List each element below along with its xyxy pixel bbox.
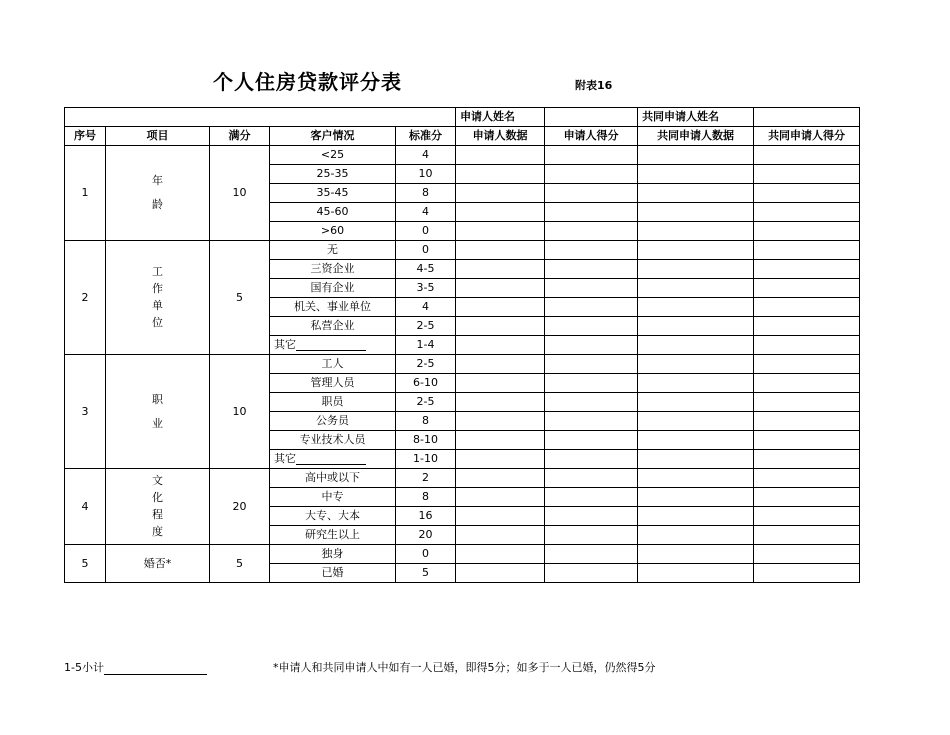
co-applicant-data-cell[interactable] [638,222,754,241]
co-applicant-data-cell[interactable] [638,450,754,469]
applicant-score-cell[interactable] [545,298,638,317]
co-applicant-score-cell[interactable] [754,374,860,393]
co-applicant-score-cell[interactable] [754,412,860,431]
scoring-table [64,107,860,583]
situation-label: 其它 [274,452,296,465]
col-header-co-applicant-data: 共同申请人数据 [638,127,754,146]
co-applicant-score-cell[interactable] [754,526,860,545]
situation-cell: 工人 [270,355,396,374]
applicant-data-cell[interactable] [456,222,545,241]
applicant-data-cell[interactable] [456,450,545,469]
co-applicant-data-cell[interactable] [638,146,754,165]
co-applicant-score-cell[interactable] [754,488,860,507]
co-applicant-score-cell[interactable] [754,146,860,165]
co-applicant-data-cell[interactable] [638,165,754,184]
group-item-char: 工 [152,265,163,278]
situation-cell: 私营企业 [270,317,396,336]
applicant-score-cell[interactable] [545,469,638,488]
co-applicant-score-cell[interactable] [754,393,860,412]
applicant-score-cell[interactable] [545,165,638,184]
subtotal-field[interactable] [104,662,207,675]
applicant-score-cell[interactable] [545,412,638,431]
co-applicant-data-cell[interactable] [638,526,754,545]
co-applicant-score-cell[interactable] [754,241,860,260]
applicant-score-cell[interactable] [545,260,638,279]
situation-cell: 机关、事业单位 [270,298,396,317]
co-applicant-data-cell[interactable] [638,355,754,374]
standard-score: 2 [396,469,456,488]
co-applicant-name-label: 共同申请人姓名 [638,108,754,127]
applicant-score-cell[interactable] [545,336,638,355]
applicant-data-cell[interactable] [456,146,545,165]
applicant-score-cell[interactable] [545,431,638,450]
co-applicant-data-cell[interactable] [638,374,754,393]
standard-score: 1-4 [396,336,456,355]
co-applicant-score-cell[interactable] [754,564,860,583]
col-header-situation: 客户情况 [270,127,396,146]
standard-score: 4-5 [396,260,456,279]
standard-score: 8 [396,184,456,203]
group-item-char: 位 [152,316,163,329]
header-row [65,127,860,146]
group-item-char: 单 [152,299,163,312]
co-applicant-data-cell[interactable] [638,412,754,431]
group-item-char: 文 [152,474,163,487]
situation-cell: 中专 [270,488,396,507]
co-applicant-data-cell[interactable] [638,298,754,317]
group-item [106,469,210,545]
applicant-score-cell[interactable] [545,355,638,374]
group-item-char: 职 [152,392,163,406]
col-header-applicant-data: 申请人数据 [456,127,545,146]
applicant-score-cell[interactable] [545,507,638,526]
situation-cell: 职员 [270,393,396,412]
standard-score: 6-10 [396,374,456,393]
other-fill-in-line[interactable] [296,454,366,465]
co-applicant-score-cell[interactable] [754,298,860,317]
situation-cell: 专业技术人员 [270,431,396,450]
applicant-data-cell[interactable] [456,355,545,374]
standard-score: 5 [396,564,456,583]
page-title: 个人住房贷款评分表 [213,70,402,94]
co-applicant-score-cell[interactable] [754,507,860,526]
group-item-char: 化 [152,491,163,504]
situation-cell: 45-60 [270,203,396,222]
standard-score: 2-5 [396,317,456,336]
situation-cell: 已婚 [270,564,396,583]
group-full-score: 10 [210,355,270,469]
standard-score: 0 [396,241,456,260]
applicant-data-cell[interactable] [456,165,545,184]
applicant-score-cell[interactable] [545,526,638,545]
standard-score: 4 [396,146,456,165]
marriage-note: *申请人和共同申请人中如有一人已婚，即得5分；如多于一人已婚，仍然得5分 [273,661,656,674]
co-applicant-score-cell[interactable] [754,431,860,450]
group-number: 2 [65,241,106,355]
situation-cell: 无 [270,241,396,260]
applicant-data-cell[interactable] [456,545,545,564]
applicant-data-cell[interactable] [456,279,545,298]
applicant-data-cell[interactable] [456,241,545,260]
applicant-data-cell[interactable] [456,469,545,488]
table-row [65,355,860,374]
group-item-char: 程 [152,508,163,521]
standard-score: 10 [396,165,456,184]
applicant-data-cell[interactable] [456,564,545,583]
situation-cell: <25 [270,146,396,165]
co-applicant-score-cell[interactable] [754,355,860,374]
applicant-data-cell[interactable] [456,374,545,393]
group-item-char: 度 [152,525,163,538]
co-applicant-data-cell[interactable] [638,545,754,564]
group-item [106,355,210,469]
co-applicant-data-cell[interactable] [638,241,754,260]
applicant-data-cell[interactable] [456,336,545,355]
name-row-spacer [65,108,456,127]
col-header-full: 满分 [210,127,270,146]
co-applicant-score-cell[interactable] [754,165,860,184]
applicant-data-cell[interactable] [456,393,545,412]
name-row [65,108,860,127]
applicant-score-cell[interactable] [545,241,638,260]
co-applicant-data-cell[interactable] [638,393,754,412]
applicant-score-cell[interactable] [545,222,638,241]
applicant-data-cell[interactable] [456,507,545,526]
subtotal [64,659,207,675]
co-applicant-score-cell[interactable] [754,317,860,336]
applicant-data-cell[interactable] [456,203,545,222]
group-full-score: 5 [210,241,270,355]
group-full-score: 20 [210,469,270,545]
standard-score: 8-10 [396,431,456,450]
applicant-name-label: 申请人姓名 [456,108,545,127]
co-applicant-score-cell[interactable] [754,336,860,355]
situation-cell: 35-45 [270,184,396,203]
applicant-score-cell[interactable] [545,374,638,393]
group-number: 3 [65,355,106,469]
co-applicant-data-cell[interactable] [638,260,754,279]
applicant-score-cell[interactable] [545,279,638,298]
applicant-score-cell[interactable] [545,203,638,222]
standard-score: 0 [396,545,456,564]
situation-cell: 研究生以上 [270,526,396,545]
table-row [65,545,860,564]
co-applicant-data-cell[interactable] [638,279,754,298]
applicant-data-cell[interactable] [456,526,545,545]
situation-cell: >60 [270,222,396,241]
situation-cell: 管理人员 [270,374,396,393]
co-applicant-score-cell[interactable] [754,279,860,298]
group-item [106,241,210,355]
co-applicant-score-cell[interactable] [754,545,860,564]
standard-score: 0 [396,222,456,241]
co-applicant-score-cell[interactable] [754,260,860,279]
applicant-score-cell[interactable] [545,545,638,564]
co-applicant-data-cell[interactable] [638,203,754,222]
col-header-no: 序号 [65,127,106,146]
applicant-data-cell[interactable] [456,488,545,507]
applicant-data-cell[interactable] [456,260,545,279]
table-row [65,469,860,488]
group-full-score: 5 [210,545,270,583]
other-fill-in-line[interactable] [296,340,366,351]
co-applicant-data-cell[interactable] [638,184,754,203]
standard-score: 3-5 [396,279,456,298]
applicant-score-cell[interactable] [545,146,638,165]
situation-cell [270,336,396,355]
applicant-data-cell[interactable] [456,184,545,203]
applicant-score-cell[interactable] [545,317,638,336]
applicant-score-cell[interactable] [545,450,638,469]
situation-cell [270,450,396,469]
col-header-item: 项目 [106,127,210,146]
situation-cell: 大专、大本 [270,507,396,526]
co-applicant-score-cell[interactable] [754,203,860,222]
situation-cell: 25-35 [270,165,396,184]
standard-score: 8 [396,412,456,431]
applicant-data-cell[interactable] [456,317,545,336]
standard-score: 4 [396,298,456,317]
table-row [65,241,860,260]
situation-cell: 独身 [270,545,396,564]
situation-cell: 公务员 [270,412,396,431]
co-applicant-score-cell[interactable] [754,450,860,469]
applicant-score-cell[interactable] [545,184,638,203]
co-applicant-score-cell[interactable] [754,222,860,241]
subtotal-label: 1-5小计 [64,661,104,674]
co-applicant-score-cell[interactable] [754,469,860,488]
applicant-name-field[interactable] [545,108,638,127]
applicant-data-cell[interactable] [456,412,545,431]
co-applicant-data-cell[interactable] [638,488,754,507]
standard-score: 16 [396,507,456,526]
standard-score: 4 [396,203,456,222]
group-item-char: 年 [152,174,163,187]
group-full-score: 10 [210,146,270,241]
group-number: 4 [65,469,106,545]
group-item-char: 业 [152,416,163,430]
co-applicant-name-field[interactable] [754,108,860,127]
applicant-score-cell[interactable] [545,564,638,583]
co-applicant-data-cell[interactable] [638,469,754,488]
standard-score: 20 [396,526,456,545]
co-applicant-data-cell[interactable] [638,564,754,583]
co-applicant-data-cell[interactable] [638,431,754,450]
group-item: 婚否* [106,545,210,583]
group-item-char: 作 [152,282,163,295]
situation-cell: 国有企业 [270,279,396,298]
col-header-co-applicant-score: 共同申请人得分 [754,127,860,146]
group-item-char: 龄 [152,198,163,211]
co-applicant-data-cell[interactable] [638,317,754,336]
applicant-score-cell[interactable] [545,488,638,507]
group-number: 1 [65,146,106,241]
situation-label: 其它 [274,338,296,351]
standard-score: 2-5 [396,355,456,374]
applicant-score-cell[interactable] [545,393,638,412]
standard-score: 2-5 [396,393,456,412]
situation-cell: 三资企业 [270,260,396,279]
group-number: 5 [65,545,106,583]
group-item [106,146,210,241]
situation-cell: 高中或以下 [270,469,396,488]
table-row [65,146,860,165]
co-applicant-data-cell[interactable] [638,507,754,526]
standard-score: 1-10 [396,450,456,469]
applicant-data-cell[interactable] [456,298,545,317]
co-applicant-score-cell[interactable] [754,184,860,203]
col-header-applicant-score: 申请人得分 [545,127,638,146]
annex-label: 附表16 [575,79,613,92]
applicant-data-cell[interactable] [456,431,545,450]
standard-score: 8 [396,488,456,507]
col-header-standard: 标准分 [396,127,456,146]
co-applicant-data-cell[interactable] [638,336,754,355]
